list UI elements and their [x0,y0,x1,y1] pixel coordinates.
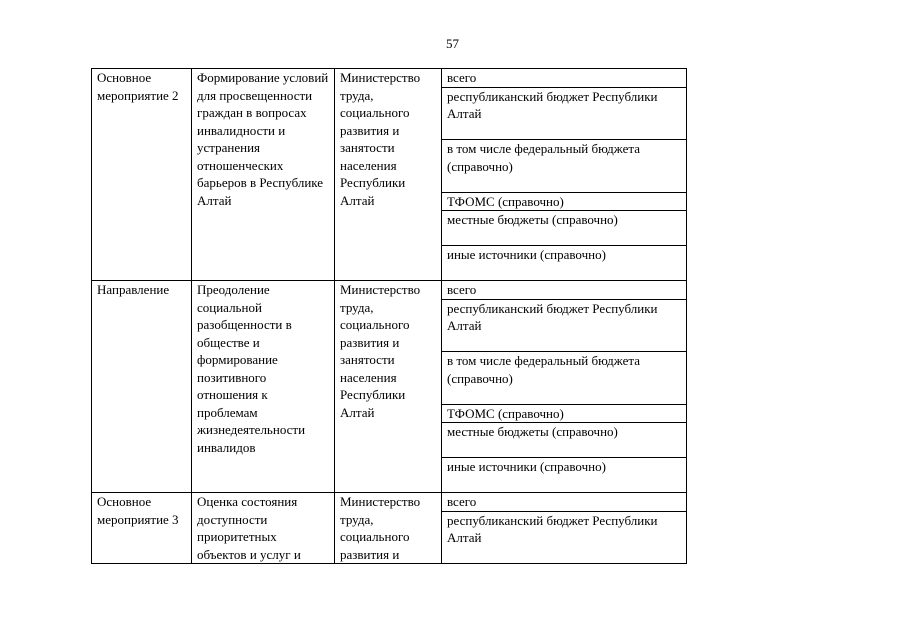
source-label: всего [442,493,687,512]
activity-name-cell: Преодоление социальной разобщенности в обществе и формирование позитивного отношения к проблемам жизнедеятельности инвалидов [192,281,335,493]
source-label: всего [442,69,687,88]
table-row [92,281,877,300]
table-row [92,69,877,88]
executor-cell: Министерство труда, социального развития и [335,493,442,564]
executor-cell: Министерство труда, социального развития и занятости населения Республики Алтай [335,281,442,493]
source-label: в том числе федеральный бюджета (справочно) [442,140,687,193]
source-label: местные бюджеты (справочно) [442,423,687,458]
source-label: иные источники (справочно) [442,246,687,281]
activity-type-cell: Направление [92,281,192,493]
source-label: всего [442,281,687,300]
activity-type-cell: Основное мероприятие 3 [92,493,192,564]
executor-cell: Министерство труда, социального развития и занятости населения Республики Алтай [335,69,442,281]
activity-name-cell: Оценка состояния доступности приоритетных объектов и услуг и [192,493,335,564]
source-label: иные источники (справочно) [442,458,687,493]
source-label: республиканский бюджет Республики Алтай [442,87,687,140]
source-label: ТФОМС (справочно) [442,404,687,423]
source-label: местные бюджеты (справочно) [442,211,687,246]
source-label: республиканский бюджет Республики Алтай [442,511,687,564]
activity-name-cell: Формирование условий для просвещенности граждан в вопросах инвалидности и устранения отношенческих барьеров в Республике Алтай [192,69,335,281]
page-number: 57 [446,36,459,51]
source-label: ТФОМС (справочно) [442,192,687,211]
table-row [92,493,877,512]
source-label: в том числе федеральный бюджета (справочно) [442,352,687,405]
funding-table [91,68,877,564]
source-label: республиканский бюджет Республики Алтай [442,299,687,352]
activity-type-cell: Основное мероприятие 2 [92,69,192,281]
